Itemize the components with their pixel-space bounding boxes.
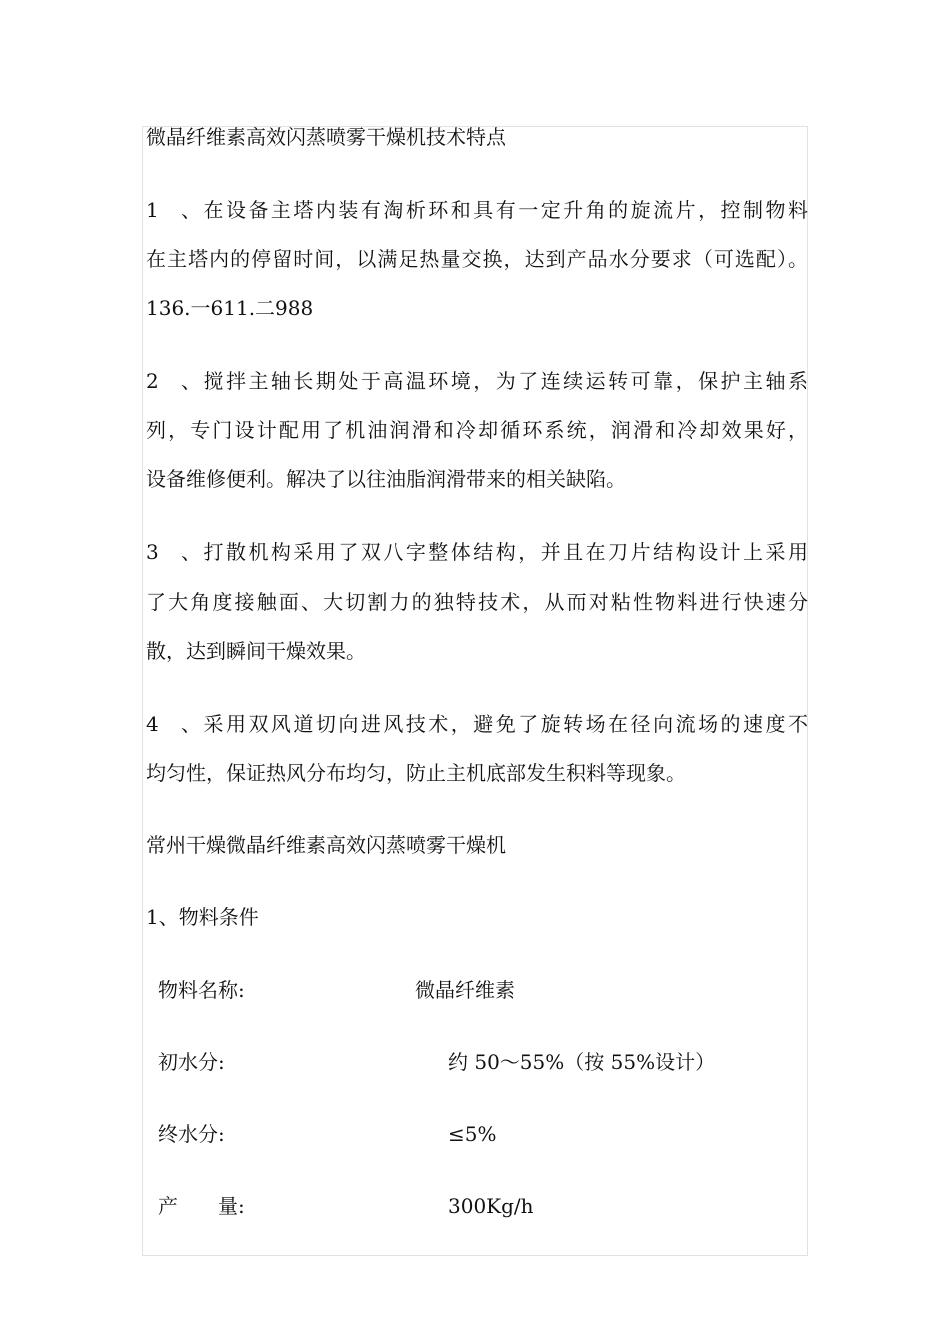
feature-3-line-2: 了大角度接触面、大切割力的独特技术，从而对粘性物料进行快速分 [146, 590, 808, 614]
feature-1-line-1 [146, 197, 808, 223]
feature-3-number: 3、 [146, 540, 201, 564]
condition-label-final-moisture: 终水分: [158, 1122, 225, 1146]
condition-label-output: 产 量: [158, 1194, 245, 1218]
feature-3-text-1: 打散机构采用了双八字整体结构，并且在刀片结构设计上采用 [201, 540, 808, 564]
document-title: 微晶纤维素高效闪蒸喷雾干燥机技术特点 [146, 125, 506, 149]
feature-1-number: 1、 [146, 198, 201, 222]
feature-4-number: 4、 [146, 712, 201, 736]
feature-3-line-3: 散，达到瞬间干燥效果。 [146, 639, 366, 663]
feature-1-line-3: 136.一611.二988 [146, 296, 314, 320]
condition-value-material: 微晶纤维素 [415, 978, 515, 1002]
feature-4-line-2: 均匀性，保证热风分布均匀，防止主机底部发生积料等现象。 [146, 761, 686, 785]
feature-4-text-1: 采用双风道切向进风技术，避免了旋转场在径向流场的速度不 [201, 712, 808, 736]
feature-2-line-2: 列，专门设计配用了机油润滑和冷却循环系统，润滑和冷却效果好， [146, 418, 808, 442]
section-heading: 1、物料条件 [146, 905, 259, 929]
condition-label-material: 物料名称: [158, 978, 245, 1002]
condition-value-initial-moisture: 约 50～55%（按 55%设计） [448, 1050, 716, 1074]
feature-1-line-2: 在主塔内的停留时间，以满足热量交换，达到产品水分要求（可选配）。 [146, 247, 808, 271]
condition-label-initial-moisture: 初水分: [158, 1050, 225, 1074]
feature-4-line-1 [146, 711, 808, 737]
condition-value-output: 300Kg/h [448, 1194, 534, 1218]
feature-2-line-3: 设备维修便利。解决了以往油脂润滑带来的相关缺陷。 [146, 467, 626, 491]
product-subtitle: 常州干燥微晶纤维素高效闪蒸喷雾干燥机 [146, 833, 506, 857]
condition-value-final-moisture: ≤5% [448, 1122, 497, 1146]
feature-2-text-1: 搅拌主轴长期处于高温环境，为了连续运转可靠，保护主轴系 [201, 369, 808, 393]
feature-2-line-1 [146, 368, 808, 394]
feature-2-number: 2、 [146, 369, 201, 393]
feature-3-line-1 [146, 539, 808, 565]
feature-1-text-1: 在设备主塔内装有淘析环和具有一定升角的旋流片，控制物料 [201, 198, 808, 222]
